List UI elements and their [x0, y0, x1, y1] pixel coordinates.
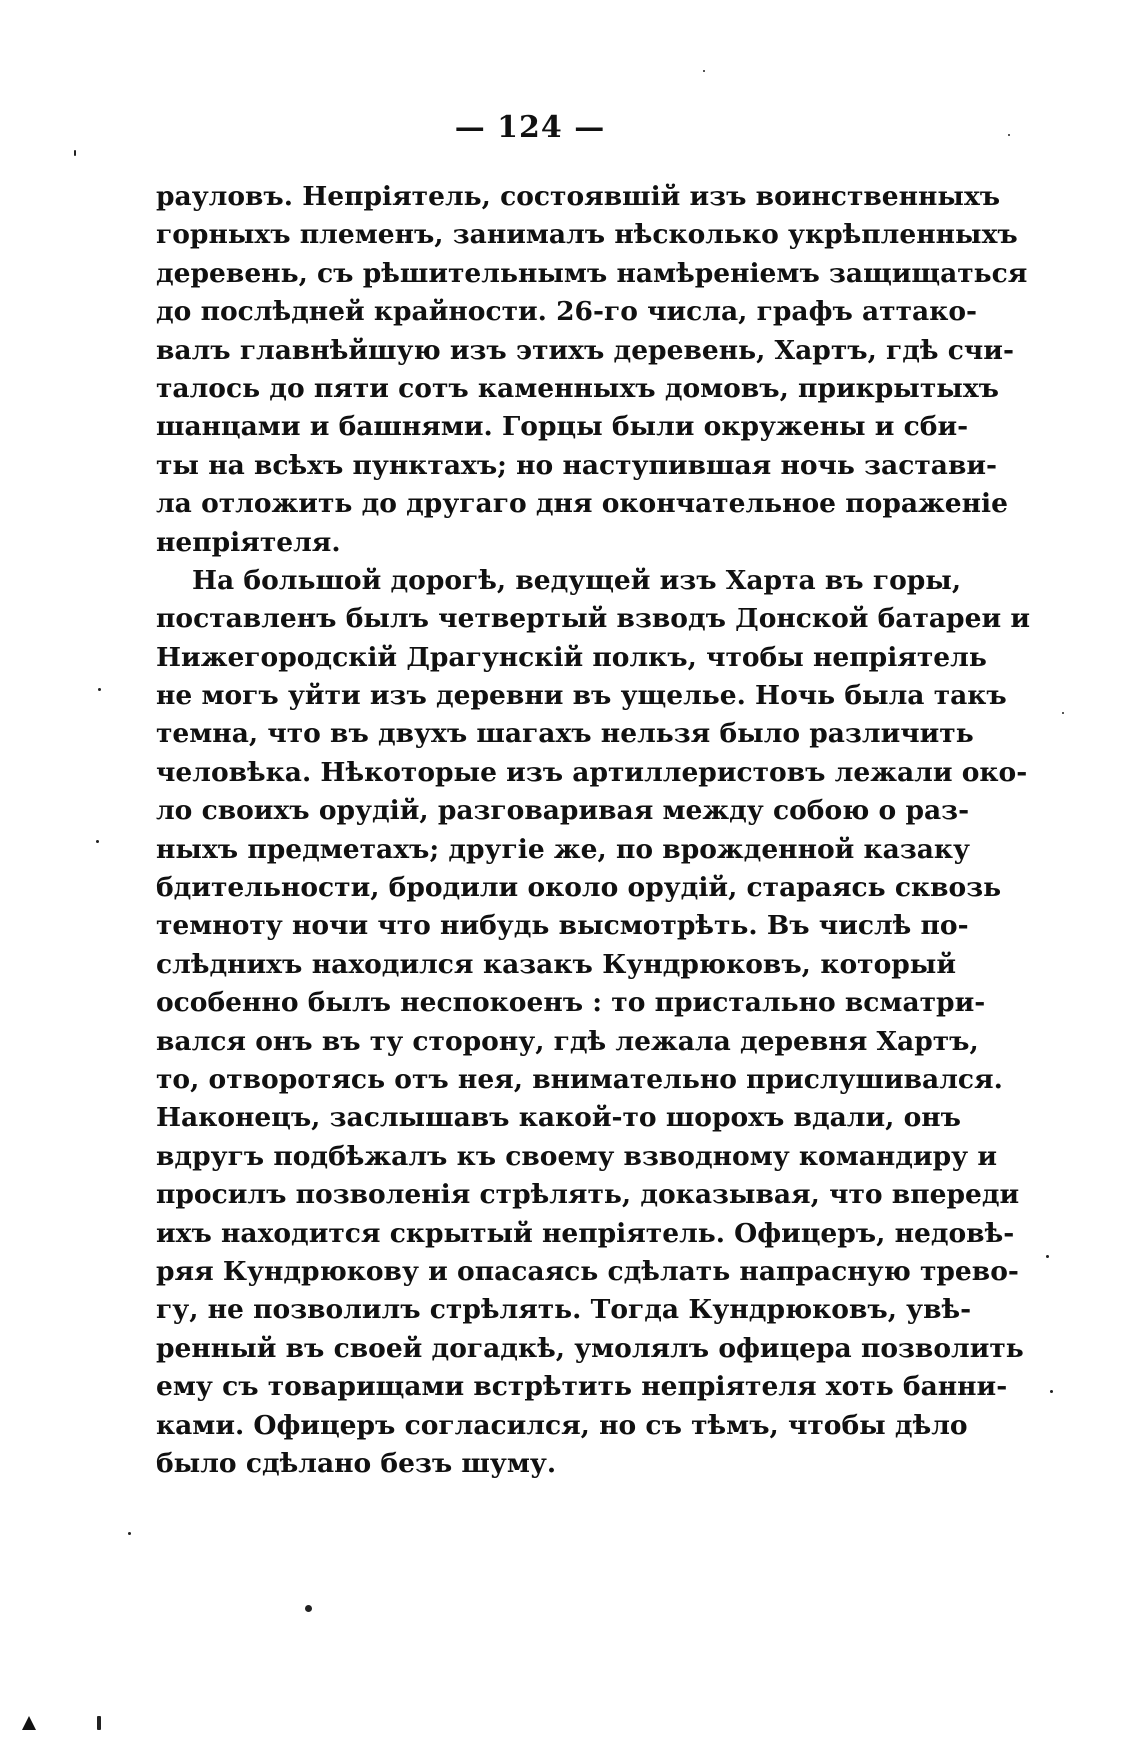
scan-speck [74, 150, 76, 156]
text-line: ла отложить до другаго дня окончательное пораженіе [156, 488, 1008, 520]
text-line: то, отворотясь отъ нея, внимательно прислушивался. [156, 1063, 1003, 1095]
text-line: ныхъ предметахъ; другіе же, по врожденной казаку [156, 833, 971, 865]
scan-speck [1050, 1390, 1053, 1393]
text-line: ренный въ своей догадкѣ, умолялъ офицера позволить [156, 1332, 1024, 1364]
text-line: На большой дорогѣ, ведущей изъ Харта въ горы, [192, 564, 962, 596]
text-line: деревень, съ рѣшительнымъ намѣреніемъ защищаться [156, 257, 1028, 289]
text-line: рауловъ. Непріятель, состоявшій изъ воинственныхъ [156, 181, 1001, 212]
text-line: шанцами и башнями. Горцы были окружены и сби- [156, 411, 969, 443]
text-line: особенно былъ неспокоенъ : то пристально всматри- [156, 987, 986, 1019]
text-line: ты на всѣхъ пунктахъ; но наступившая ночь застави- [156, 449, 998, 481]
scan-speck [305, 1605, 312, 1612]
text-line: до послѣдней крайности. 26-го числа, графъ аттако- [156, 296, 978, 328]
text-line: горныхъ племенъ, занималъ нѣсколько укрѣпленныхъ [156, 219, 1018, 251]
scan-speck [703, 70, 705, 72]
text-line: человѣка. Нѣкоторые изъ артиллеристовъ лежали око- [156, 756, 1028, 788]
text-line: валъ главнѣйшую изъ этихъ деревень, Хартъ, гдѣ счи- [156, 334, 1014, 366]
text-line: ряя Кундрюкову и опасаясь сдѣлать напрасную трево- [156, 1255, 1019, 1287]
text-line: поставленъ былъ четвертый взводъ Донской батареи и [156, 603, 1030, 635]
scan-speck [1046, 1255, 1049, 1258]
text-line: вдругъ подбѣжалъ къ своему взводному командиру и [156, 1140, 997, 1172]
text-line: не могъ уйти изъ деревни въ ущелье. Ночь была такъ [156, 680, 1007, 712]
text-line: талось до пяти сотъ каменныхъ домовъ, прикрытыхъ [156, 372, 999, 404]
corner-mark [22, 1716, 36, 1730]
scan-speck [98, 688, 101, 691]
paragraph-1 [156, 178, 1028, 562]
text-line: ихъ находится скрытый непріятель. Офицеръ, недовѣ- [156, 1217, 1015, 1249]
text-line: Нижегородскій Драгунскій полкъ, чтобы непріятель [156, 641, 987, 673]
scan-speck [97, 1716, 101, 1730]
scan-speck [96, 840, 99, 843]
text-line: ками. Офицеръ согласился, но съ тѣмъ, чтобы дѣло [156, 1409, 968, 1441]
paragraph-2 [156, 562, 1030, 1483]
text-line: Наконецъ, заслышавъ какой-то шорохъ вдали, онъ [156, 1102, 961, 1134]
text-line: темноту ночи что нибудь высмотрѣть. Въ числѣ по- [156, 910, 969, 942]
text-line: вался онъ въ ту сторону, гдѣ лежала деревня Хартъ, [156, 1025, 979, 1057]
text-line: непріятеля. [156, 526, 341, 558]
text-line: темна, что въ двухъ шагахъ нельзя было различить [156, 718, 974, 750]
scan-speck [1008, 134, 1010, 136]
text-line: гу, не позволилъ стрѣлять. Тогда Кундрюковъ, увѣ- [156, 1294, 972, 1326]
scan-speck [128, 1532, 131, 1535]
text-line: слѣднихъ находился казакъ Кундрюковъ, который [156, 948, 956, 980]
scan-speck [1062, 712, 1064, 714]
text-line: просилъ позволенія стрѣлять, доказывая, что впереди [156, 1179, 1020, 1211]
text-line: было сдѣлано безъ шуму. [156, 1447, 557, 1479]
text-line: бдительности, бродили около орудій, стараясь сквозь [156, 872, 1002, 904]
body-text [156, 178, 1030, 1483]
text-line: ему съ товарищами встрѣтить непріятеля хоть банни- [156, 1371, 1008, 1403]
page-number: — 124 — [454, 110, 606, 145]
text-line: ло своихъ орудій, разговаривая между собою о раз- [156, 795, 970, 827]
